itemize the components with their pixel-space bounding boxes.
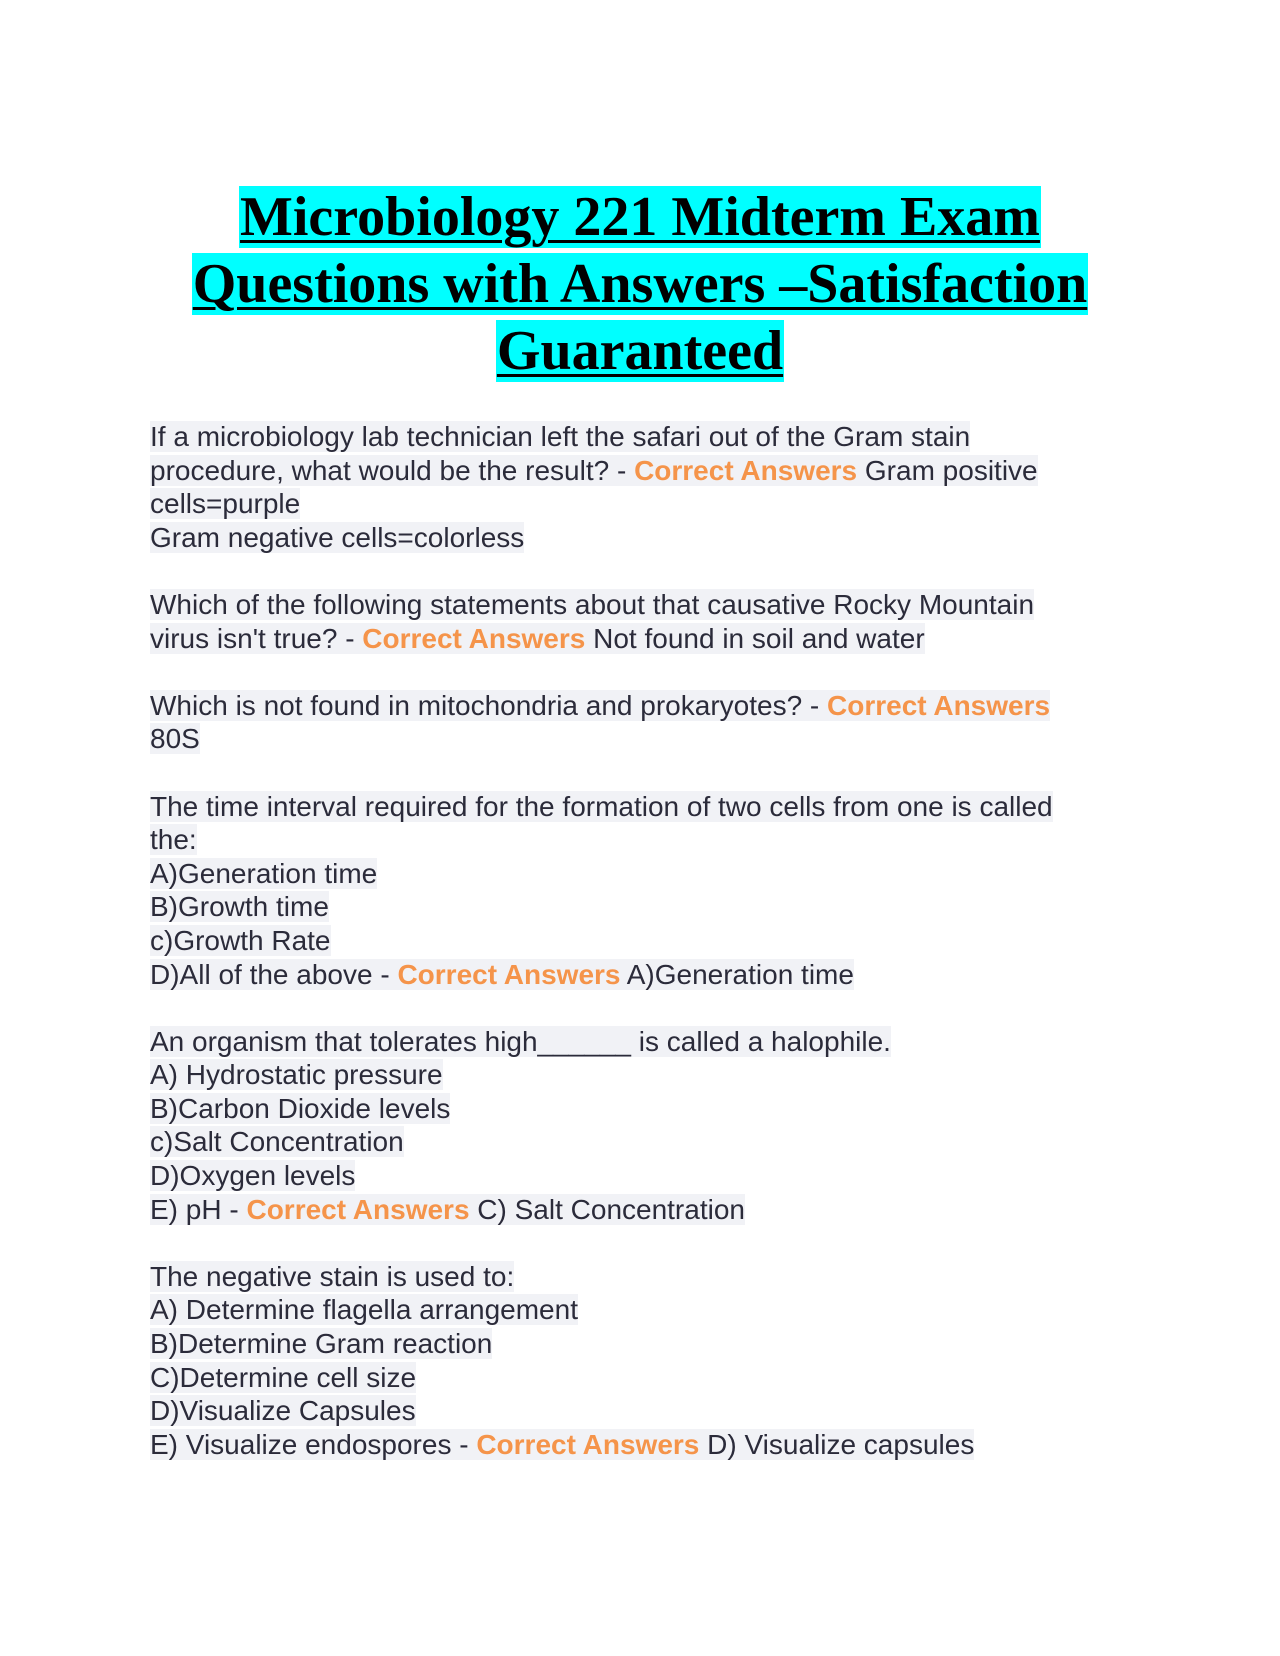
question-text: the:	[150, 824, 197, 856]
answer-text: Not found in soil and water	[585, 622, 925, 654]
correct-answers-label: Correct Answers	[476, 1428, 700, 1460]
title-line-3: Guaranteed	[496, 320, 784, 382]
option-text: D)Oxygen levels	[150, 1160, 356, 1192]
answer-text: D) Visualize capsules	[699, 1428, 975, 1460]
correct-answers-label: Correct Answers	[634, 454, 858, 486]
option-text: C)Determine cell size	[150, 1361, 417, 1393]
option-text: D)Visualize Capsules	[150, 1395, 416, 1427]
correct-answers-label: Correct Answers	[827, 689, 1051, 721]
title-line-2: Questions with Answers –Satisfaction	[192, 253, 1088, 315]
option-text: A)Generation time	[150, 857, 378, 889]
correct-answers-label: Correct Answers	[246, 1193, 470, 1225]
option-text: c)Salt Concentration	[150, 1126, 404, 1158]
page-title	[150, 184, 1130, 385]
answer-text: C) Salt Concentration	[469, 1193, 745, 1225]
question-text: Which is not found in mitochondria and prokaryotes? -	[150, 689, 828, 721]
option-text: B)Carbon Dioxide levels	[150, 1092, 451, 1124]
answer-text: 80S	[150, 723, 200, 755]
qa-item-3	[150, 689, 1140, 756]
question-text: If a microbiology lab technician left the safari out of the Gram stain	[150, 421, 971, 452]
answer-text: Gram negative cells=colorless	[150, 521, 525, 553]
qa-item-1	[150, 420, 1140, 554]
qa-item-6	[150, 1260, 1140, 1462]
answer-text: cells=purple	[150, 488, 301, 520]
question-text: Which of the following statements about that causative Rocky Mountain	[150, 588, 1035, 620]
option-text: E) Visualize endospores -	[150, 1428, 477, 1460]
option-text: B)Determine Gram reaction	[150, 1328, 493, 1360]
title-line-1: Microbiology 221 Midterm Exam	[240, 186, 1040, 248]
answer-text: A)Generation time	[620, 958, 854, 990]
question-text: procedure, what would be the result? -	[150, 454, 635, 486]
option-text: E) pH -	[150, 1193, 247, 1225]
question-text: The negative stain is used to:	[150, 1260, 515, 1292]
correct-answers-label: Correct Answers	[397, 958, 621, 990]
question-text: virus isn't true? -	[150, 622, 363, 654]
option-text: B)Growth time	[150, 891, 329, 923]
option-text: c)Growth Rate	[150, 924, 331, 956]
option-text: A) Hydrostatic pressure	[150, 1059, 443, 1091]
correct-answers-label: Correct Answers	[362, 622, 586, 654]
qa-item-2	[150, 588, 1140, 655]
qa-item-5	[150, 1025, 1140, 1227]
question-text: An organism that tolerates high______ is called a halophile.	[150, 1025, 891, 1057]
option-text: A) Determine flagella arrangement	[150, 1294, 578, 1326]
qa-list	[150, 420, 1140, 1495]
answer-text: Gram positive	[857, 454, 1038, 486]
option-text: D)All of the above -	[150, 958, 398, 990]
question-text: The time interval required for the formation of two cells from one is called	[150, 790, 1053, 822]
qa-item-4	[150, 790, 1140, 992]
